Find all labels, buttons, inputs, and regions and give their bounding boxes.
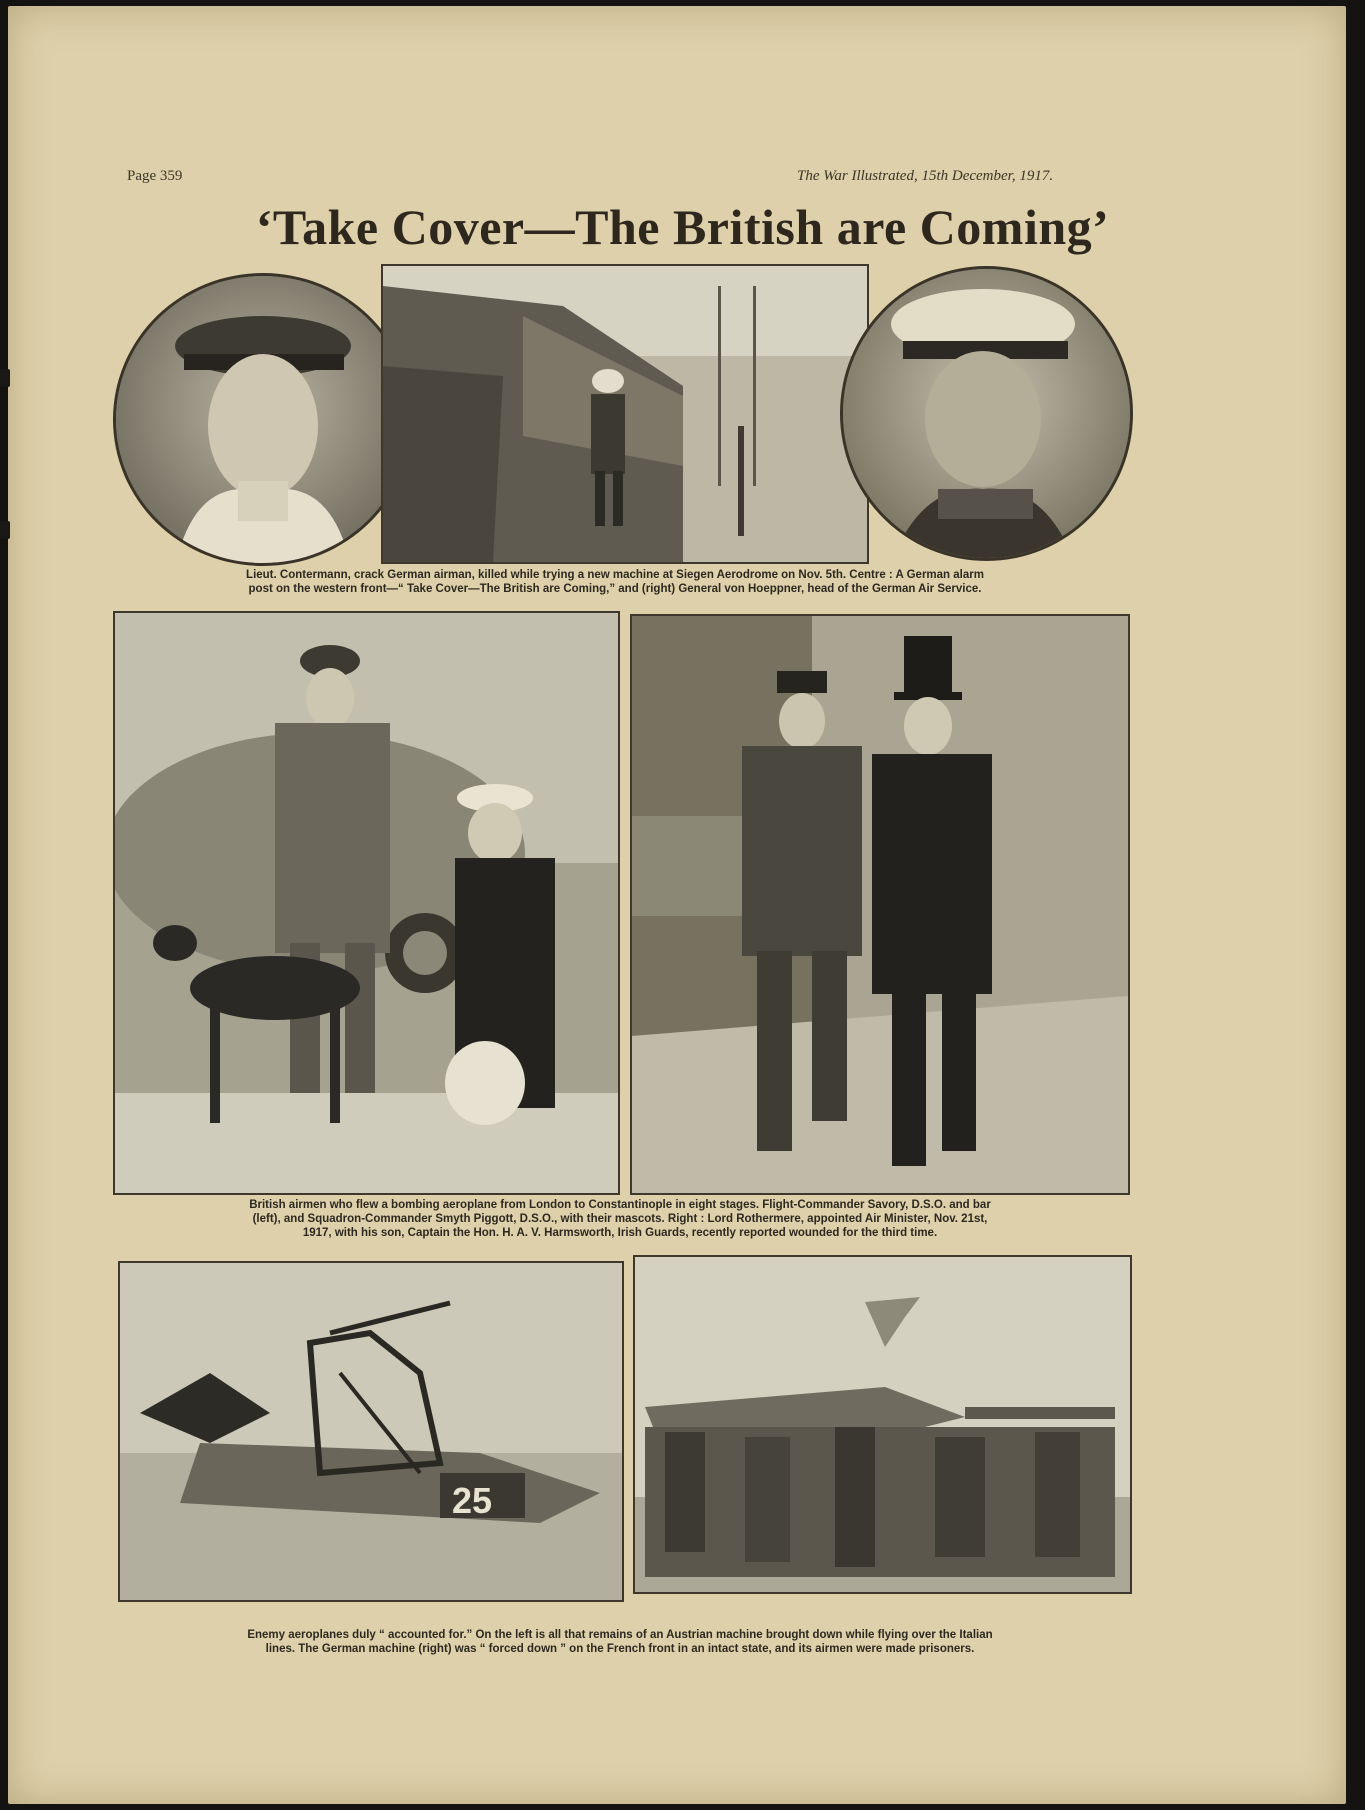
photo-german-machine-forced-down — [633, 1255, 1132, 1594]
caption-middle: British airmen who flew a bombing aeroplane from London to Constantinople in eight stages. Flight-Commander Savory, D.S.O. and bar (left), and Squadron-Commander Smyth Piggott, D.S.O., with their mascots. Right : Lord Rothermere, appointed Air Minister, Nov. 21st, 1917, with his son, Captain the Hon. H. A. V. Harmsworth, Irish Guards, recently reported wounded for the third time. — [249, 1199, 991, 1239]
portrait-contermann — [113, 273, 413, 566]
portrait-von-hoeppner — [840, 266, 1133, 561]
caption-top: Lieut. Contermann, crack German airman, killed while trying a new machine at Siegen Aerodrome on Nov. 5th. Centre : A German alarm post on the western front—“ Take Cover—The British are Coming,” and (right) General von Hoeppner, head of the German Air Service. — [246, 569, 984, 595]
photo-airmen-mascots — [113, 611, 620, 1195]
photo-rothermere-and-son — [630, 614, 1130, 1195]
page-number: Page 359 — [127, 168, 183, 184]
page-title: ‘Take Cover—The British are Coming’ — [255, 199, 1110, 255]
caption-bottom: Enemy aeroplanes duly “ accounted for.” On the left is all that remains of an Austrian machine brought down while flying over the Italian lines. The German machine (right) was “ forced down ” on the French front in an intact state, and its airmen were made prisoners. — [247, 1629, 993, 1655]
aircraft-number: 25 — [452, 1480, 493, 1521]
photo-alarm-post — [381, 264, 869, 564]
photo-austrian-wreck — [118, 1261, 624, 1602]
binding-mark — [0, 521, 10, 539]
publication-line: The War Illustrated, 15th December, 1917. — [797, 168, 1054, 184]
binding-mark — [0, 369, 10, 387]
